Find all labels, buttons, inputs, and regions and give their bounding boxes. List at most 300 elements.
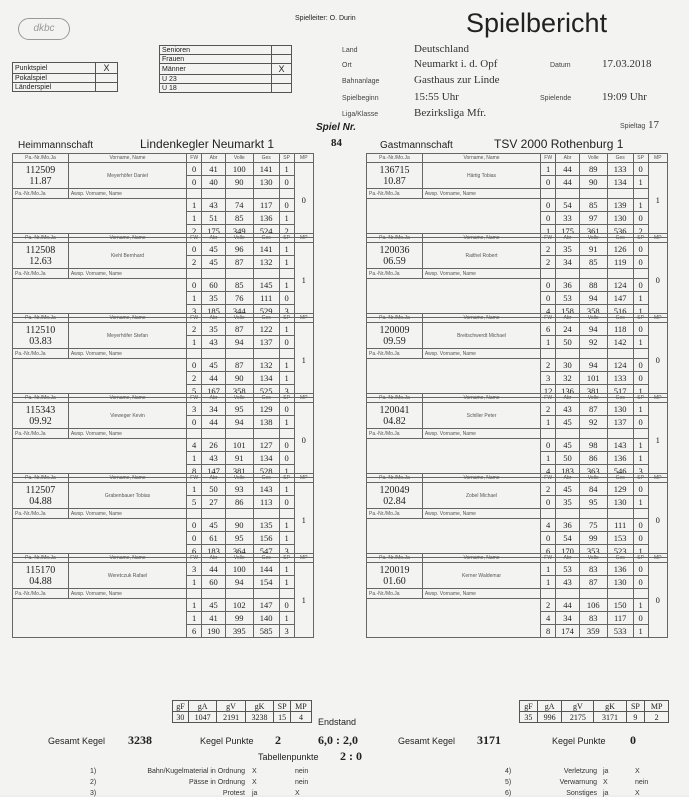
player-table [366,473,668,558]
total-head: gK [245,701,273,712]
col-head: FW [187,314,202,323]
awsp-label: Awsp. Vorname, Name [68,349,186,359]
col-head: Volle [579,394,607,403]
score-cell [202,349,226,359]
score-cell: 83 [579,563,607,576]
score-cell [279,269,294,279]
col-head: Ges [253,554,279,563]
score-cell: 3 [187,563,202,576]
score-cell: 1 [187,336,202,349]
score-cell: 44 [202,416,226,429]
col-head: Abr [202,234,226,243]
score-cell [556,429,580,439]
score-cell: 1 [633,292,648,305]
datum-label: Datum [550,62,571,69]
score-cell: 0 [279,599,294,612]
score-cell: 33 [556,212,580,225]
score-cell: 1 [541,163,556,176]
total-head: gV [217,701,245,712]
score-cell: 524 [253,225,279,238]
score-cell: 2 [633,225,648,238]
score-cell: 1 [279,416,294,429]
guest-gesamt-value: 3171 [477,733,501,747]
score-cell: 0 [633,163,648,176]
col-head: Vorname, Name [422,154,540,163]
score-cell: 1 [187,612,202,625]
spielnr-value: 84 [331,137,342,149]
score-cell: 132 [253,359,279,372]
player-table [12,153,314,238]
score-cell: 167 [202,385,226,398]
score-cell: 0 [187,243,202,256]
score-cell: 87 [225,359,253,372]
score-cell: 1 [187,199,202,212]
col-head: SP [633,234,648,243]
player-table [366,313,668,398]
match-point: 0 [648,243,667,318]
col-head: Pa.-Nr./Mo.Ja [13,154,69,163]
col-head: Abr [202,554,226,563]
col-head: Pa.-Nr./Mo.Ja [367,554,423,563]
score-cell: 1 [541,336,556,349]
score-cell: 145 [253,279,279,292]
birth-month: 06.59 [383,255,406,267]
score-cell: 0 [541,496,556,509]
score-cell: 41 [202,163,226,176]
page-title: Spielbericht [466,8,608,38]
pass-number: 115170 [25,564,56,576]
col-head: Vorname, Name [68,314,186,323]
score-cell [225,509,253,519]
score-cell: 124 [607,279,633,292]
score-cell: 1 [633,599,648,612]
score-cell: 27 [202,496,226,509]
total-value: 996 [537,712,562,723]
score-cell: 143 [253,483,279,496]
home-kp-label: Kegel Punkte [200,736,254,746]
score-cell: 0 [279,452,294,465]
player-table [12,473,314,558]
score-cell: 87 [225,256,253,269]
dkbc-logo: dkbc [18,18,70,40]
player-pass [367,243,423,269]
score-cell: 1 [633,176,648,189]
score-cell: 0 [279,403,294,416]
player-name: Breitschwerdt Michael [422,323,540,349]
score-cell: 144 [253,563,279,576]
land-label: Land [342,47,358,54]
score-cell: 3 [279,385,294,398]
score-cell: 0 [187,519,202,532]
score-cell: 2 [541,403,556,416]
score-cell: 1 [187,483,202,496]
score-cell: 536 [607,225,633,238]
score-cell [607,269,633,279]
score-cell: 4 [541,519,556,532]
score-cell: 174 [556,625,580,638]
match-point: 1 [648,403,667,478]
score-cell [633,589,648,599]
score-cell: 119 [607,256,633,269]
score-cell: 381 [579,385,607,398]
footer-nein: X [635,790,640,797]
footer-num: 5) [505,779,512,786]
bahn-label: Bahnanlage [342,78,380,85]
awsp-label: Awsp. Vorname, Name [68,269,186,279]
score-cell: 92 [579,416,607,429]
score-cell: 3 [279,625,294,638]
player-table [12,233,314,318]
score-cell [225,189,253,199]
score-cell: 1 [187,576,202,589]
score-cell: 113 [253,496,279,509]
score-cell: 142 [607,336,633,349]
spacer [367,199,541,238]
footer-nein: X [295,790,300,797]
score-cell: 175 [202,225,226,238]
score-cell: 0 [279,439,294,452]
pass-number: 115343 [25,404,56,416]
awsp-label: Awsp. Vorname, Name [422,269,540,279]
col-head: Volle [579,154,607,163]
score-cell: 136 [253,212,279,225]
score-cell: 2 [541,359,556,372]
cat-frauen: Frauen [160,55,272,64]
score-cell: 135 [253,519,279,532]
score-cell: 43 [202,336,226,349]
score-cell: 117 [253,199,279,212]
score-cell: 43 [202,452,226,465]
score-cell: 43 [556,403,580,416]
col-head: Abr [556,234,580,243]
score-cell: 3 [279,545,294,558]
score-cell: 88 [579,279,607,292]
score-cell: 0 [633,243,648,256]
score-cell [633,269,648,279]
footer-nein: nein [295,768,309,775]
col-head: Vorname, Name [68,394,186,403]
score-cell: 143 [607,439,633,452]
score-cell: 30 [556,359,580,372]
pass-number: 112508 [25,244,56,256]
col-head: FW [541,474,556,483]
score-cell: 0 [633,256,648,269]
score-cell: 1 [541,416,556,429]
score-cell: 74 [225,199,253,212]
score-cell: 138 [253,416,279,429]
col-head: Vorname, Name [68,154,186,163]
col-head: Abr [556,474,580,483]
player-name: Kiehl Bernhard [68,243,186,269]
score-cell: 45 [202,256,226,269]
match-point: 0 [648,483,667,558]
score-cell: 35 [556,243,580,256]
col-head: Vorname, Name [422,394,540,403]
score-cell: 130 [607,403,633,416]
player-name: Grabenbauer Tobias [68,483,186,509]
score-cell: 1 [187,452,202,465]
score-cell: 36 [556,279,580,292]
score-cell: 0 [633,359,648,372]
col-head: Vorname, Name [422,474,540,483]
total-value: 30 [173,712,189,723]
col-head: FW [541,314,556,323]
score-cell: 60 [202,279,226,292]
tabellenpunkte-value: 2 : 0 [340,749,362,763]
score-cell: 6 [541,545,556,558]
col-head: Ges [607,474,633,483]
score-cell: 90 [579,176,607,189]
score-cell: 90 [225,519,253,532]
score-cell: 2 [187,323,202,336]
score-cell: 0 [279,199,294,212]
score-cell [187,509,202,519]
score-cell: 87 [225,323,253,336]
score-cell: 41 [202,612,226,625]
score-cell: 147 [202,465,226,478]
score-cell: 0 [633,612,648,625]
spieltag-label: Spieltag [620,123,646,130]
score-cell: 100 [225,163,253,176]
score-cell: 349 [225,225,253,238]
col-head: Volle [579,554,607,563]
score-cell: 101 [579,372,607,385]
score-cell: 147 [253,599,279,612]
col-head: Pa.-Nr./Mo.Ja [13,234,69,243]
score-cell: 36 [556,519,580,532]
score-cell: 137 [253,336,279,349]
home-team-name: Lindenkegler Neumarkt 1 [140,137,275,151]
score-cell: 45 [202,243,226,256]
player-name: Schiller Peter [422,403,540,429]
pass-number: 136715 [379,164,410,176]
total-head: gV [562,701,594,712]
score-cell: 94 [579,359,607,372]
cat-mark [272,84,292,93]
player-table [366,553,668,638]
guest-gesamt-label: Gesamt Kegel [398,736,456,746]
score-cell [541,509,556,519]
score-cell: 150 [607,599,633,612]
score-cell: 1 [279,519,294,532]
footer-text: Bahn/Kugelmaterial in Ordnung [147,768,245,775]
score-cell: 95 [225,403,253,416]
score-cell: 130 [607,576,633,589]
cat-punktspiel: Punktspiel [13,63,96,74]
col-head: Volle [225,394,253,403]
category-left [12,62,118,92]
score-cell: 90 [225,176,253,189]
score-cell: 89 [579,163,607,176]
score-cell: 6 [541,323,556,336]
player-name: Weretczuk Rafael [68,563,186,589]
score-cell: 117 [607,612,633,625]
score-cell: 91 [579,243,607,256]
player-table [12,393,314,478]
score-cell [579,589,607,599]
awsp-label: Awsp. Vorname, Name [68,589,186,599]
score-cell: 8 [187,465,202,478]
player-name: Vieweger Kevin [68,403,186,429]
score-cell [253,509,279,519]
score-cell: 132 [253,256,279,269]
col-head: Vorname, Name [68,234,186,243]
score-cell: 86 [225,496,253,509]
player-name: Härtig Tobias [422,163,540,189]
total-head: SP [274,701,291,712]
score-cell: 90 [225,372,253,385]
col-head: MP [648,154,667,163]
score-cell: 134 [607,176,633,189]
score-cell: 1 [633,496,648,509]
footer-nein: nein [635,779,649,786]
footer-text: Verletzung [563,768,597,775]
col-head: Volle [225,474,253,483]
player-name: Zobel Michael [422,483,540,509]
match-point: 1 [294,483,313,558]
score-cell: 1 [279,563,294,576]
score-cell [633,429,648,439]
score-cell: 1 [633,545,648,558]
score-cell: 94 [225,336,253,349]
score-cell: 2 [541,243,556,256]
score-cell: 2 [187,225,202,238]
score-cell [607,349,633,359]
guest-kp-value: 0 [630,733,636,747]
pass-number: 120019 [379,564,410,576]
score-cell: 0 [633,532,648,545]
col-head: SP [633,394,648,403]
cat-mark [272,46,292,55]
player-name: Meyerhöfer Stefan [68,323,186,349]
col-head: Volle [225,554,253,563]
score-cell: 45 [202,359,226,372]
score-cell: 53 [556,292,580,305]
score-cell: 0 [541,212,556,225]
awsp-label: Awsp. Vorname, Name [68,189,186,199]
awsp-label: Pa.-Nr./Mo.Ja [13,269,69,279]
score-cell [556,589,580,599]
score-cell: 0 [187,359,202,372]
col-head: Ges [253,314,279,323]
score-cell: 353 [579,545,607,558]
score-cell: 1 [633,336,648,349]
awsp-label: Pa.-Nr./Mo.Ja [367,429,423,439]
player-table [366,233,668,318]
col-head: Volle [579,474,607,483]
awsp-label: Pa.-Nr./Mo.Ja [367,189,423,199]
score-cell: 0 [187,279,202,292]
score-cell: 101 [225,439,253,452]
score-cell: 0 [187,532,202,545]
score-cell: 183 [202,545,226,558]
col-head: Abr [556,314,580,323]
land-value: Deutschland [414,43,469,55]
score-cell: 83 [579,612,607,625]
col-head: MP [648,234,667,243]
score-cell: 99 [225,612,253,625]
col-head: Ges [607,394,633,403]
cat-pokalspiel: Pokalspiel [13,74,96,83]
col-head: FW [541,554,556,563]
col-head: MP [294,314,313,323]
score-cell: 43 [202,199,226,212]
score-cell [556,189,580,199]
cat-senioren: Senioren [160,46,272,55]
col-head: SP [633,154,648,163]
footer-num: 4) [505,768,512,775]
score-cell: 75 [579,519,607,532]
score-cell: 133 [607,163,633,176]
awsp-label: Awsp. Vorname, Name [68,429,186,439]
score-cell: 94 [579,292,607,305]
score-cell: 1 [279,359,294,372]
player-pass [13,483,69,509]
total-value: 4 [290,712,311,723]
col-head: Abr [556,554,580,563]
score-cell [225,349,253,359]
col-head: FW [187,394,202,403]
player-name: Meyerhöfer Daniel [68,163,186,189]
score-cell: 35 [202,323,226,336]
score-cell: 170 [556,545,580,558]
score-cell: 96 [225,243,253,256]
cat-mark: X [272,64,292,75]
score-cell: 86 [579,452,607,465]
score-cell: 34 [556,612,580,625]
total-head: gF [520,701,538,712]
score-cell: 94 [579,323,607,336]
home-totals [172,700,312,723]
total-value: 15 [274,712,291,723]
awsp-label: Pa.-Nr./Mo.Ja [13,189,69,199]
score-cell: 8 [541,625,556,638]
col-head: Pa.-Nr./Mo.Ja [367,154,423,163]
score-cell: 130 [253,176,279,189]
score-cell: 183 [556,465,580,478]
score-cell [202,269,226,279]
birth-month: 03.83 [29,335,52,347]
score-cell: 1 [279,279,294,292]
col-head: FW [187,554,202,563]
col-head: Abr [202,474,226,483]
score-cell: 95 [579,496,607,509]
spielnr-label: Spiel Nr. [316,122,357,133]
score-cell [202,509,226,519]
score-cell: 5 [187,496,202,509]
score-cell: 0 [541,176,556,189]
score-cell: 93 [225,483,253,496]
score-cell [279,589,294,599]
score-cell: 0 [187,416,202,429]
col-head: Pa.-Nr./Mo.Ja [13,394,69,403]
col-head: Ges [253,474,279,483]
spacer [367,279,541,318]
awsp-label: Awsp. Vorname, Name [422,509,540,519]
score-cell: 140 [253,612,279,625]
col-head: SP [279,474,294,483]
total-head: gA [537,701,562,712]
score-cell: 100 [225,563,253,576]
col-head: Pa.-Nr./Mo.Ja [13,314,69,323]
score-cell: 0 [633,563,648,576]
score-cell: 0 [633,519,648,532]
footer-num: 1) [90,768,97,775]
col-head: MP [294,234,313,243]
awsp-label: Awsp. Vorname, Name [422,349,540,359]
score-cell: 12 [541,385,556,398]
pass-number: 112510 [25,324,56,336]
